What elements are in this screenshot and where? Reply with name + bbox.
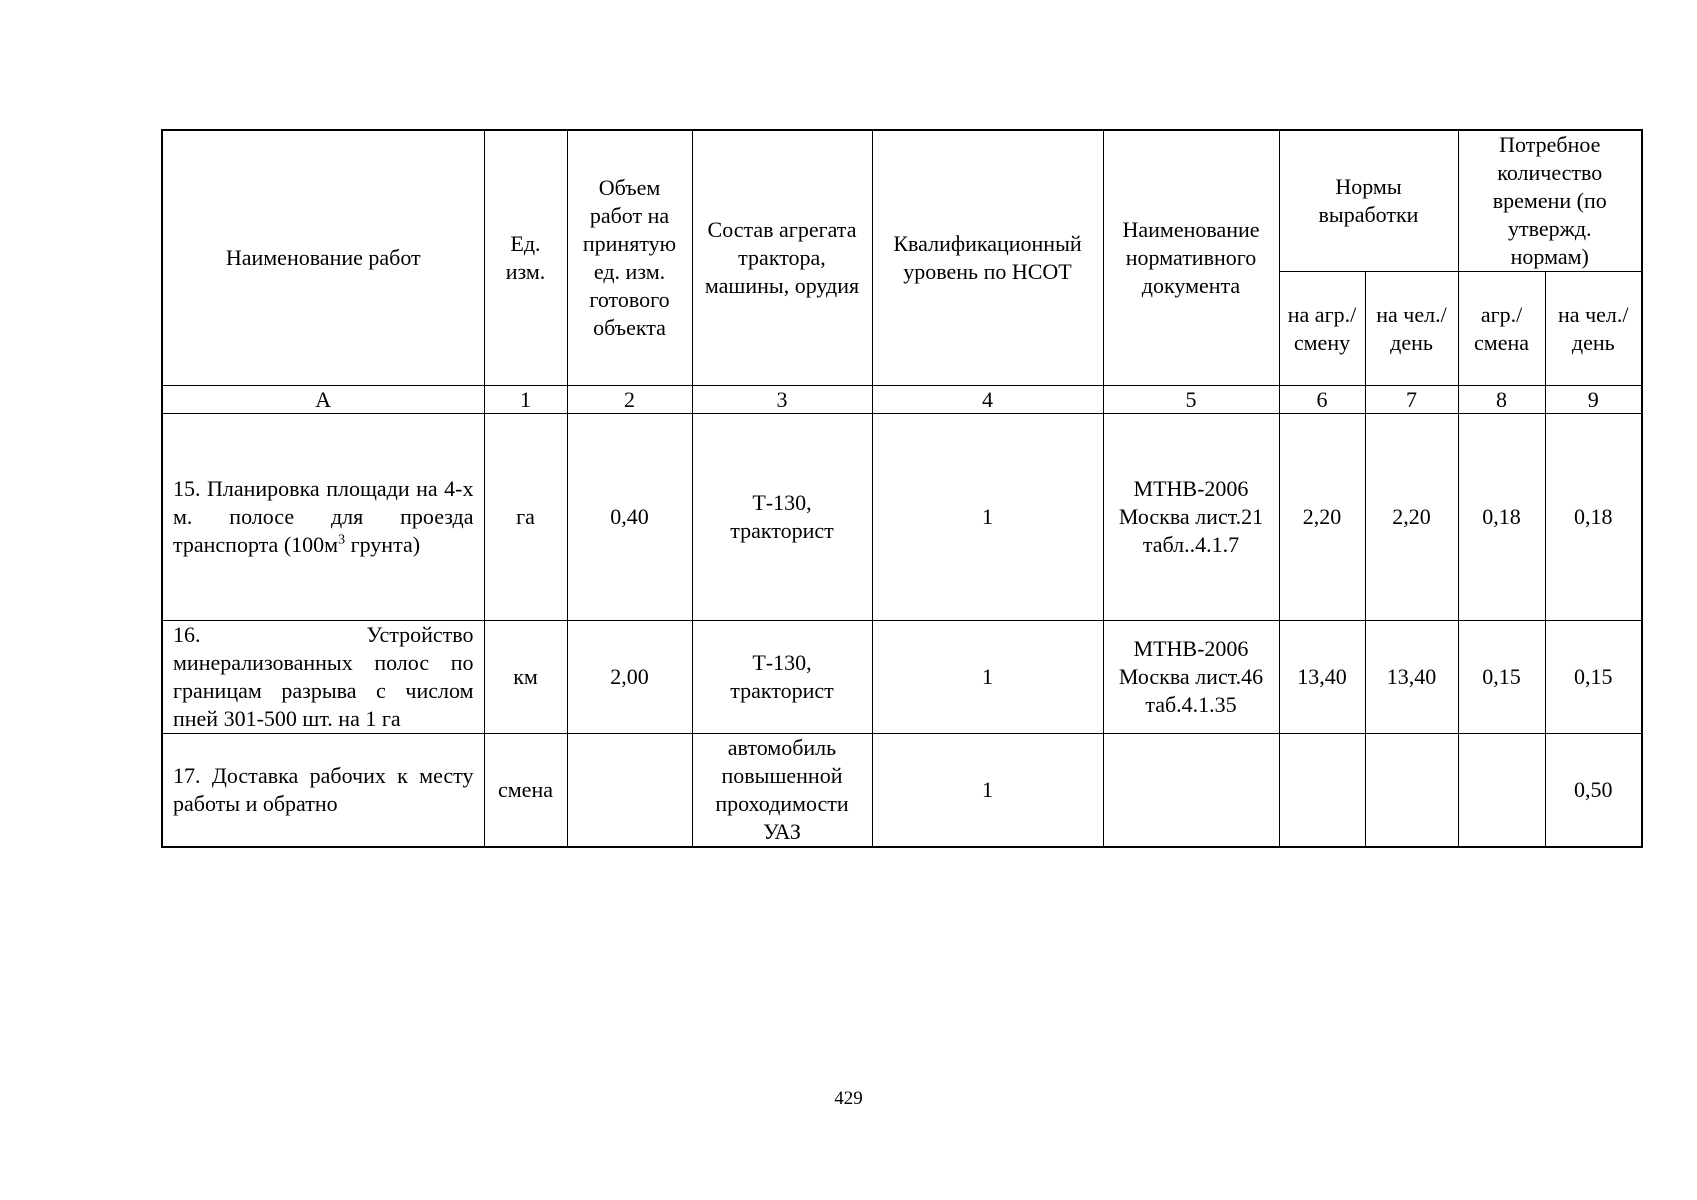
table-row [162, 734, 1642, 848]
qualification-cell: 1 [872, 621, 1103, 734]
index-cell: 2 [567, 386, 692, 414]
man-day-cell: 2,20 [1365, 414, 1458, 621]
volume-cell: 0,40 [567, 414, 692, 621]
header-time-needed: Потребное количество времени (по утвержд. нормам) [1458, 130, 1642, 272]
header-man-day: на чел./ день [1365, 272, 1458, 386]
index-row [162, 386, 1642, 414]
work-name-tail: грунта) [345, 532, 421, 557]
agr-smena-cell: 0,18 [1458, 414, 1545, 621]
unit-cell: га [484, 414, 567, 621]
index-cell: 9 [1545, 386, 1642, 414]
work-name-superscript: 3 [338, 532, 346, 548]
header-output-norms: Нормы выработки [1279, 130, 1458, 272]
man-day-2-cell: 0,50 [1545, 734, 1642, 848]
table-row [162, 414, 1642, 621]
man-day-2-cell: 0,15 [1545, 621, 1642, 734]
header-row-top [162, 130, 1642, 272]
header-agr-shift: на агр./ смену [1279, 272, 1365, 386]
unit-cell: смена [484, 734, 567, 848]
header-volume: Объем работ на принятую ед. изм. готового объекта [567, 130, 692, 386]
work-name-text: 15. Планировка площади на 4-х м. полосе для проезда транспорта (100м [173, 476, 474, 557]
index-cell: 1 [484, 386, 567, 414]
index-cell: 4 [872, 386, 1103, 414]
composition-cell: Т-130, тракторист [692, 621, 872, 734]
header-man-day-2: на чел./ день [1545, 272, 1642, 386]
index-cell: 6 [1279, 386, 1365, 414]
volume-cell [567, 734, 692, 848]
table-row [162, 621, 1642, 734]
agr-shift-cell: 2,20 [1279, 414, 1365, 621]
agr-smena-cell [1458, 734, 1545, 848]
man-day-cell: 13,40 [1365, 621, 1458, 734]
qualification-cell: 1 [872, 414, 1103, 621]
work-name-cell: 17. Доставка рабочих к месту работы и обратно [162, 734, 484, 848]
header-document: Наименование нормативного документа [1103, 130, 1279, 386]
header-composition: Состав агрегата трактора, машины, орудия [692, 130, 872, 386]
index-cell: 7 [1365, 386, 1458, 414]
header-qualification: Квалификационный уровень по НСОТ [872, 130, 1103, 386]
man-day-2-cell: 0,18 [1545, 414, 1642, 621]
work-name-cell: 16. Устройство минерализованных полос по границам разрыва с числом пней 301-500 шт. на 1 га [162, 621, 484, 734]
index-cell: 8 [1458, 386, 1545, 414]
index-cell: 5 [1103, 386, 1279, 414]
document-cell: МТНВ-2006 Москва лист.46 таб.4.1.35 [1103, 621, 1279, 734]
composition-cell: Т-130, тракторист [692, 414, 872, 621]
header-unit: Ед. изм. [484, 130, 567, 386]
unit-cell: км [484, 621, 567, 734]
qualification-cell: 1 [872, 734, 1103, 848]
norms-table-container [161, 129, 1641, 848]
man-day-cell [1365, 734, 1458, 848]
volume-cell: 2,00 [567, 621, 692, 734]
agr-shift-cell: 13,40 [1279, 621, 1365, 734]
index-cell: А [162, 386, 484, 414]
norms-table [161, 129, 1643, 848]
header-agr-smena: агр./ смена [1458, 272, 1545, 386]
document-cell [1103, 734, 1279, 848]
agr-shift-cell [1279, 734, 1365, 848]
work-name-cell [162, 414, 484, 621]
header-work-name: Наименование работ [162, 130, 484, 386]
page-number: 429 [834, 1088, 863, 1109]
agr-smena-cell: 0,15 [1458, 621, 1545, 734]
document-cell: МТНВ-2006 Москва лист.21 табл..4.1.7 [1103, 414, 1279, 621]
composition-cell: автомобиль повышенной проходимости УАЗ [692, 734, 872, 848]
index-cell: 3 [692, 386, 872, 414]
